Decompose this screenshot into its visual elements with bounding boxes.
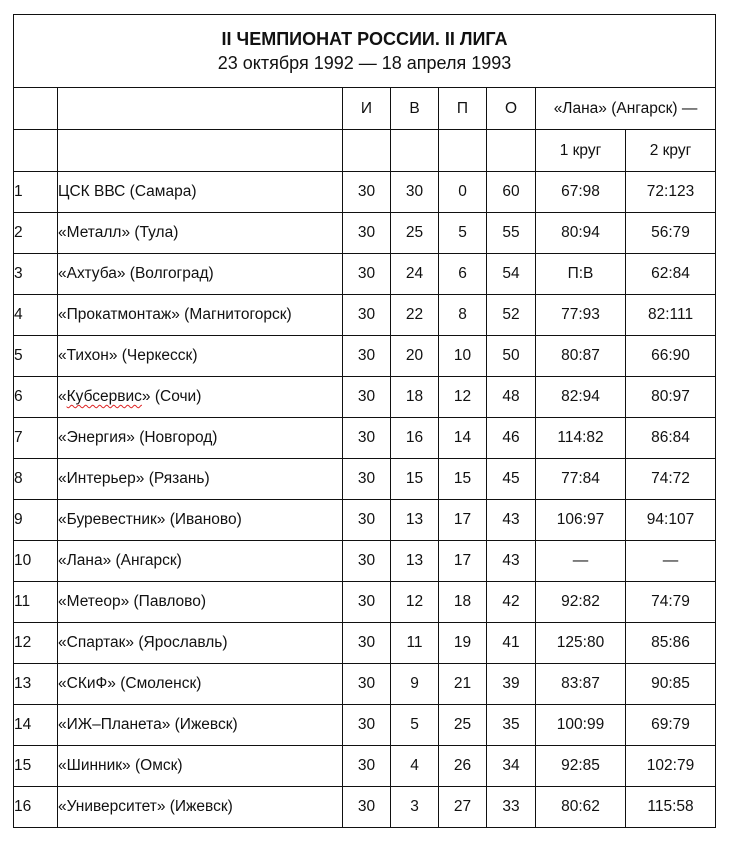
team-name: «Энергия» (Новгород) (58, 429, 218, 446)
team-name-spellcheck-marked: Кубсервис (66, 388, 142, 405)
losses-cell: 17 (439, 541, 487, 582)
team-cell (58, 213, 343, 254)
wins-cell: 25 (391, 213, 439, 254)
round2-score-cell: 56:79 (626, 213, 716, 254)
table-row (14, 459, 716, 500)
wins-cell: 20 (391, 336, 439, 377)
header-wins: В (391, 88, 439, 130)
round1-score-cell: 125:80 (536, 623, 626, 664)
points-cell: 45 (487, 459, 536, 500)
games-cell: 30 (343, 418, 391, 459)
losses-cell: 21 (439, 664, 487, 705)
header-pos-empty (14, 88, 58, 130)
position-cell: 4 (14, 295, 58, 336)
position-cell: 11 (14, 582, 58, 623)
round1-score-cell: 92:82 (536, 582, 626, 623)
table-row (14, 295, 716, 336)
team-name: «Тихон» (Черкесск) (58, 347, 198, 364)
header-empty (391, 130, 439, 172)
header-row-1 (14, 88, 716, 130)
losses-cell: 26 (439, 746, 487, 787)
round2-score-cell: 74:72 (626, 459, 716, 500)
round2-score-cell: 90:85 (626, 664, 716, 705)
games-cell: 30 (343, 664, 391, 705)
title-row (14, 15, 716, 88)
games-cell: 30 (343, 377, 391, 418)
wins-cell: 5 (391, 705, 439, 746)
position-cell: 1 (14, 172, 58, 213)
team-name: «Университет» (Ижевск) (58, 798, 233, 815)
games-cell: 30 (343, 459, 391, 500)
points-cell: 33 (487, 787, 536, 828)
wins-cell: 15 (391, 459, 439, 500)
losses-cell: 14 (439, 418, 487, 459)
points-cell: 54 (487, 254, 536, 295)
table-row (14, 500, 716, 541)
position-cell: 2 (14, 213, 58, 254)
team-name: «Металл» (Тула) (58, 224, 179, 241)
round1-score-cell: 100:99 (536, 705, 626, 746)
header-row-2 (14, 130, 716, 172)
wins-cell: 3 (391, 787, 439, 828)
team-cell (58, 541, 343, 582)
round2-score-cell: 74:79 (626, 582, 716, 623)
games-cell: 30 (343, 336, 391, 377)
team-cell (58, 295, 343, 336)
header-points: О (487, 88, 536, 130)
round2-score-cell: 94:107 (626, 500, 716, 541)
header-empty (439, 130, 487, 172)
wins-cell: 18 (391, 377, 439, 418)
table-row (14, 623, 716, 664)
team-cell (58, 664, 343, 705)
team-name: «ИЖ–Планета» (Ижевск) (58, 716, 238, 733)
points-cell: 52 (487, 295, 536, 336)
round1-score-cell: 80:94 (536, 213, 626, 254)
round1-score-cell: 80:62 (536, 787, 626, 828)
round2-score-cell: 102:79 (626, 746, 716, 787)
team-cell (58, 459, 343, 500)
team-name: » (Сочи) (141, 388, 202, 405)
points-cell: 42 (487, 582, 536, 623)
team-name: «Буревестник» (Иваново) (58, 511, 242, 528)
team-cell (58, 418, 343, 459)
points-cell: 43 (487, 541, 536, 582)
header-empty (58, 130, 343, 172)
round1-score-cell: П:В (536, 254, 626, 295)
round2-score-cell: 80:97 (626, 377, 716, 418)
team-cell (58, 254, 343, 295)
round1-score-cell: — (536, 541, 626, 582)
position-cell: 16 (14, 787, 58, 828)
table-row (14, 541, 716, 582)
team-cell (58, 500, 343, 541)
losses-cell: 15 (439, 459, 487, 500)
position-cell: 12 (14, 623, 58, 664)
wins-cell: 11 (391, 623, 439, 664)
losses-cell: 12 (439, 377, 487, 418)
round1-score-cell: 67:98 (536, 172, 626, 213)
round2-score-cell: 86:84 (626, 418, 716, 459)
table-row (14, 213, 716, 254)
position-cell: 8 (14, 459, 58, 500)
wins-cell: 4 (391, 746, 439, 787)
team-name: «Спартак» (Ярославль) (58, 634, 228, 651)
round2-score-cell: — (626, 541, 716, 582)
header-vs-team: «Лана» (Ангарск) — (536, 88, 716, 130)
team-name: «СКиФ» (Смоленск) (58, 675, 202, 692)
table-row (14, 172, 716, 213)
team-cell (58, 705, 343, 746)
position-cell: 7 (14, 418, 58, 459)
points-cell: 39 (487, 664, 536, 705)
team-cell (58, 377, 343, 418)
losses-cell: 0 (439, 172, 487, 213)
team-name: «Ахтуба» (Волгоград) (58, 265, 214, 282)
games-cell: 30 (343, 705, 391, 746)
games-cell: 30 (343, 582, 391, 623)
team-cell (58, 172, 343, 213)
losses-cell: 8 (439, 295, 487, 336)
round1-score-cell: 77:84 (536, 459, 626, 500)
round2-score-cell: 62:84 (626, 254, 716, 295)
table-row (14, 787, 716, 828)
losses-cell: 18 (439, 582, 487, 623)
losses-cell: 25 (439, 705, 487, 746)
team-cell (58, 746, 343, 787)
team-cell (58, 336, 343, 377)
losses-cell: 10 (439, 336, 487, 377)
round1-score-cell: 80:87 (536, 336, 626, 377)
points-cell: 41 (487, 623, 536, 664)
header-round1: 1 круг (536, 130, 626, 172)
team-name: «Лана» (Ангарск) (58, 552, 182, 569)
points-cell: 48 (487, 377, 536, 418)
standings-table (13, 14, 716, 828)
round2-score-cell: 115:58 (626, 787, 716, 828)
team-name: «Прокатмонтаж» (Магнитогорск) (58, 306, 292, 323)
round1-score-cell: 82:94 (536, 377, 626, 418)
team-cell (58, 582, 343, 623)
table-title: II ЧЕМПИОНАТ РОССИИ. II ЛИГА (221, 29, 508, 49)
losses-cell: 27 (439, 787, 487, 828)
header-games: И (343, 88, 391, 130)
header-round2: 2 круг (626, 130, 716, 172)
position-cell: 10 (14, 541, 58, 582)
round1-score-cell: 83:87 (536, 664, 626, 705)
wins-cell: 13 (391, 541, 439, 582)
table-row (14, 336, 716, 377)
wins-cell: 24 (391, 254, 439, 295)
games-cell: 30 (343, 746, 391, 787)
position-cell: 3 (14, 254, 58, 295)
title-cell (14, 15, 716, 88)
table-row (14, 377, 716, 418)
points-cell: 34 (487, 746, 536, 787)
wins-cell: 12 (391, 582, 439, 623)
games-cell: 30 (343, 295, 391, 336)
table-row (14, 582, 716, 623)
losses-cell: 19 (439, 623, 487, 664)
games-cell: 30 (343, 172, 391, 213)
table-row (14, 746, 716, 787)
round1-score-cell: 92:85 (536, 746, 626, 787)
games-cell: 30 (343, 623, 391, 664)
position-cell: 5 (14, 336, 58, 377)
round1-score-cell: 114:82 (536, 418, 626, 459)
team-name: «Шинник» (Омск) (58, 757, 183, 774)
table-subtitle: 23 октября 1992 — 18 апреля 1993 (217, 53, 512, 73)
losses-cell: 5 (439, 213, 487, 254)
points-cell: 50 (487, 336, 536, 377)
wins-cell: 22 (391, 295, 439, 336)
position-cell: 13 (14, 664, 58, 705)
wins-cell: 16 (391, 418, 439, 459)
table-row (14, 705, 716, 746)
round2-score-cell: 82:111 (626, 295, 716, 336)
games-cell: 30 (343, 213, 391, 254)
table-row (14, 664, 716, 705)
team-name-prefix: « (58, 388, 67, 405)
points-cell: 60 (487, 172, 536, 213)
games-cell: 30 (343, 500, 391, 541)
points-cell: 35 (487, 705, 536, 746)
header-empty (14, 130, 58, 172)
games-cell: 30 (343, 541, 391, 582)
header-losses: П (439, 88, 487, 130)
games-cell: 30 (343, 254, 391, 295)
team-name: «Интерьер» (Рязань) (58, 470, 210, 487)
round2-score-cell: 72:123 (626, 172, 716, 213)
round2-score-cell: 69:79 (626, 705, 716, 746)
team-cell (58, 623, 343, 664)
wins-cell: 9 (391, 664, 439, 705)
position-cell: 15 (14, 746, 58, 787)
header-team-empty (58, 88, 343, 130)
header-empty (487, 130, 536, 172)
losses-cell: 17 (439, 500, 487, 541)
round2-score-cell: 66:90 (626, 336, 716, 377)
team-cell (58, 787, 343, 828)
points-cell: 43 (487, 500, 536, 541)
table-row (14, 418, 716, 459)
wins-cell: 30 (391, 172, 439, 213)
games-cell: 30 (343, 787, 391, 828)
losses-cell: 6 (439, 254, 487, 295)
points-cell: 55 (487, 213, 536, 254)
position-cell: 14 (14, 705, 58, 746)
wins-cell: 13 (391, 500, 439, 541)
team-name: «Метеор» (Павлово) (58, 593, 207, 610)
round1-score-cell: 77:93 (536, 295, 626, 336)
header-empty (343, 130, 391, 172)
position-cell: 6 (14, 377, 58, 418)
round1-score-cell: 106:97 (536, 500, 626, 541)
position-cell: 9 (14, 500, 58, 541)
team-name: ЦСК ВВС (Самара) (58, 183, 197, 200)
round2-score-cell: 85:86 (626, 623, 716, 664)
points-cell: 46 (487, 418, 536, 459)
table-row (14, 254, 716, 295)
